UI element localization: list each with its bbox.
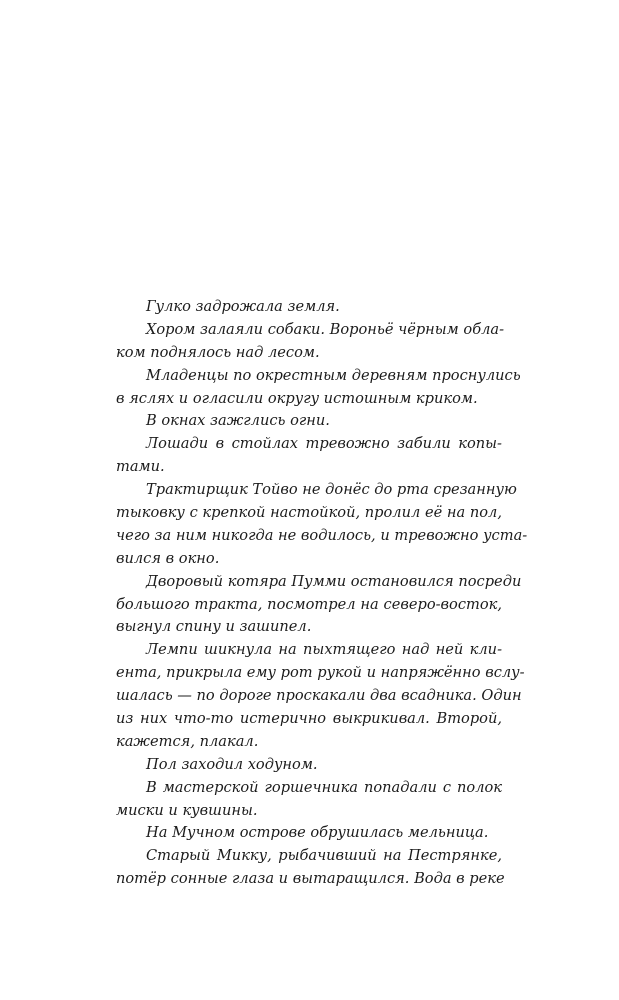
text-line: большого тракта, посмотрел на северо-восток,: [116, 595, 502, 613]
text-line: На Мучном острове обрушилась мельница.: [146, 824, 489, 842]
text-line: шалась — по дороге проскакали два всадника. Один: [116, 687, 522, 705]
text-line: Пол заходил ходуном.: [146, 755, 318, 773]
text-line: Гулко задрожала земля.: [146, 298, 340, 315]
text-line: вился в окно.: [116, 549, 220, 567]
text-line: В окнах зажглись огни.: [146, 412, 330, 430]
text-line: в яслях и огласили округу истошным криком.: [116, 389, 478, 407]
body-text: [116, 296, 528, 891]
text-line: выгнул спину и зашипел.: [116, 618, 312, 636]
text-line: тыковку с крепкой настойкой, пролил её на пол,: [116, 504, 502, 522]
text-line: из них что-то истерично выкрикивал. Второй,: [116, 710, 502, 728]
text-line: Лемпи шикнула на пыхтящего над ней кли-: [146, 641, 502, 659]
text-line: кажется, плакал.: [116, 732, 259, 750]
text-line: Хором залаяли собаки. Вороньё чёрным обла-: [146, 320, 505, 338]
text-line: чего за ним никогда не водилось, и тревожно уста-: [116, 526, 528, 544]
text-line: Трактирщик Тойво не донёс до рта срезанную: [146, 481, 517, 499]
text-line: потёр сонные глаза и вытаращился. Вода в реке: [116, 870, 505, 888]
text-line: ента, прикрыла ему рот рукой и напряжённо вслу-: [116, 664, 525, 682]
text-line: В мастерской горшечника попадали с полок: [146, 778, 502, 796]
text-line: миски и кувшины.: [116, 801, 258, 819]
text-line: ком поднялось над лесом.: [116, 343, 320, 361]
text-line: Дворовый котяра Пумми остановился посреди: [146, 572, 522, 590]
text-line: Младенцы по окрестным деревням проснулись: [146, 366, 521, 384]
text-line: тами.: [116, 458, 165, 476]
text-line: Старый Микку, рыбачивший на Пестрянке,: [146, 847, 502, 865]
text-line: Лошади в стойлах тревожно забили копы-: [146, 435, 502, 453]
